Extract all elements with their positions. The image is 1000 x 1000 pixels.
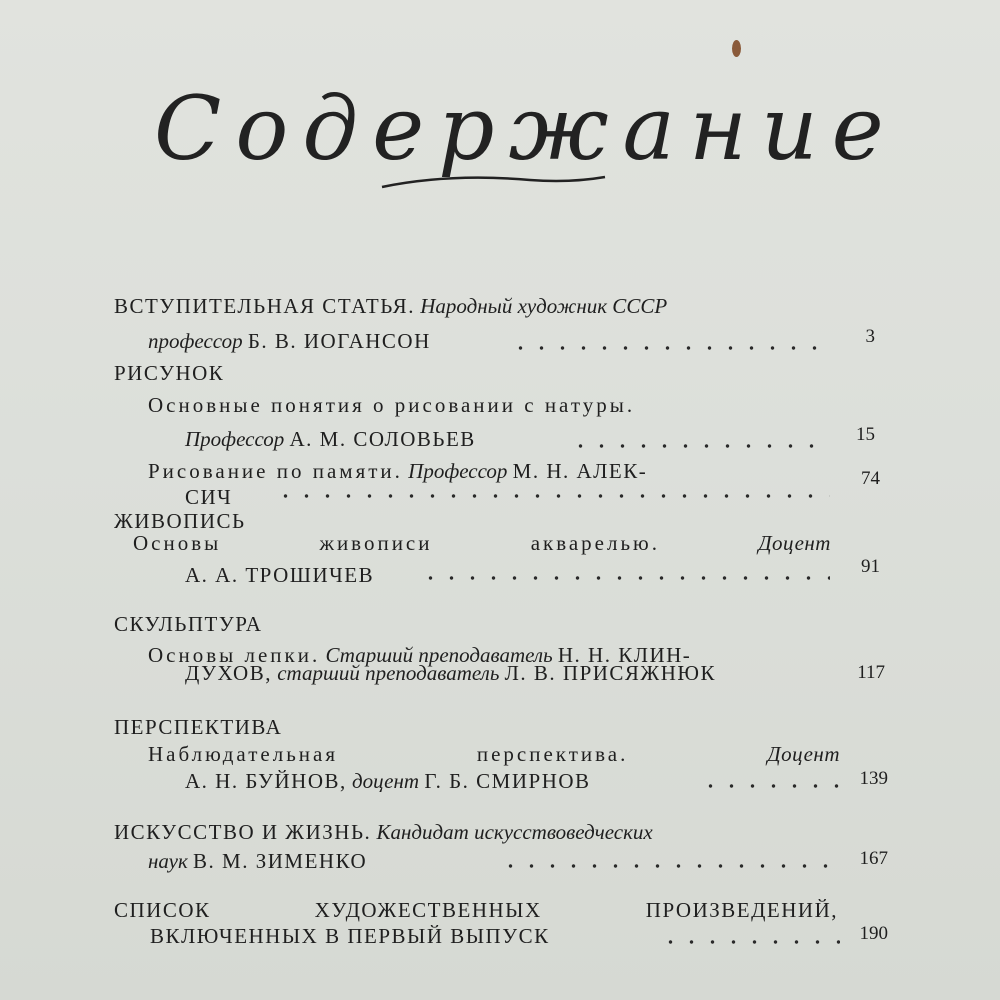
page-number: 15: [856, 424, 875, 445]
entry-author: Г. Б. СМИРНОВ: [424, 769, 591, 793]
toc-entry-watercolor: Основы живописи акварелью. Доцент: [133, 531, 831, 555]
section-heading-painting: ЖИВОПИСЬ: [114, 509, 246, 533]
page-number: 3: [865, 326, 875, 347]
toc-entry-modeling-line2: ДУХОВ, старший преподаватель Л. В. ПРИСЯЖНЮК: [185, 661, 717, 685]
toc-entry-modeling: Основы лепки. Старший преподаватель Н. Н. КЛИН-: [148, 643, 692, 667]
toc-entry-memory-drawing: Рисование по памяти. Профессор М. Н. АЛЕК-: [148, 459, 648, 483]
section-heading-drawing: РИСУНОК: [114, 361, 225, 385]
entry-author-title: Народный художник СССР: [420, 294, 668, 318]
toc-entry-art-and-life: ИСКУССТВО И ЖИЗНЬ. Кандидат искусствоведческих: [114, 820, 653, 844]
entry-author: В. М. ЗИМЕНКО: [193, 849, 368, 873]
entry-author: М. Н. АЛЕК-: [512, 459, 648, 483]
page-number: 91: [861, 556, 880, 577]
page-number: 74: [861, 468, 880, 489]
leader-dots: [570, 444, 830, 448]
page-number: 167: [859, 848, 888, 869]
entry-author: Б. В. ИОГАНСОН: [247, 329, 431, 353]
toc-entry-observational-perspective-line2: А. Н. БУЙНОВ, доцент Г. Б. СМИРНОВ: [185, 769, 591, 793]
section-heading-sculpture: СКУЛЬПТУРА: [114, 612, 263, 636]
entry-author: Н. Н. КЛИН-: [557, 643, 692, 667]
heading-text: Содержание: [154, 77, 898, 180]
entry-title: ИСКУССТВО И ЖИЗНЬ.: [114, 820, 372, 844]
toc-entry-art-and-life-line2: наук В. М. ЗИМЕНКО: [148, 849, 368, 873]
toc-entry-intro-line2: профессор Б. В. ИОГАНСОН: [148, 329, 431, 353]
leader-dots: [510, 346, 830, 350]
leader-dots: [700, 784, 840, 788]
entry-author: А. М. СОЛОВЬЕВ: [289, 427, 476, 451]
toc-entry-memory-drawing-line2: СИЧ: [185, 485, 233, 509]
leader-dots: [420, 576, 830, 580]
entry-author: Л. В. ПРИСЯЖНЮК: [504, 661, 717, 685]
page-number: 117: [857, 662, 885, 683]
toc-entry-basic-concepts: Основные понятия о рисовании с натуры.: [148, 393, 636, 417]
toc-entry-basic-concepts-line2: Профессор А. М. СОЛОВЬЕВ: [185, 427, 476, 451]
toc-entry-list-of-works: СПИСОК ХУДОЖЕСТВЕННЫХ ПРОИЗВЕДЕНИЙ,: [114, 898, 838, 922]
toc-entry-intro: [114, 293, 667, 319]
entry-title: ВСТУПИТЕЛЬНАЯ СТАТЬЯ.: [114, 294, 415, 318]
section-heading-perspective: ПЕРСПЕКТИВА: [114, 715, 283, 739]
leader-dots: [660, 940, 840, 944]
entry-author: А. А. ТРОШИЧЕВ: [185, 563, 375, 587]
leader-dots: [500, 864, 840, 868]
page-number: 139: [859, 768, 888, 789]
leader-dots: [275, 494, 830, 498]
toc-entry-observational-perspective: Наблюдательная перспектива. Доцент: [148, 742, 840, 766]
toc-entry-list-of-works-line2: ВКЛЮЧЕННЫХ В ПЕРВЫЙ ВЫПУСК: [150, 924, 550, 948]
page-number: 190: [859, 923, 888, 944]
entry-author: А. Н. БУЙНОВ,: [185, 769, 347, 793]
